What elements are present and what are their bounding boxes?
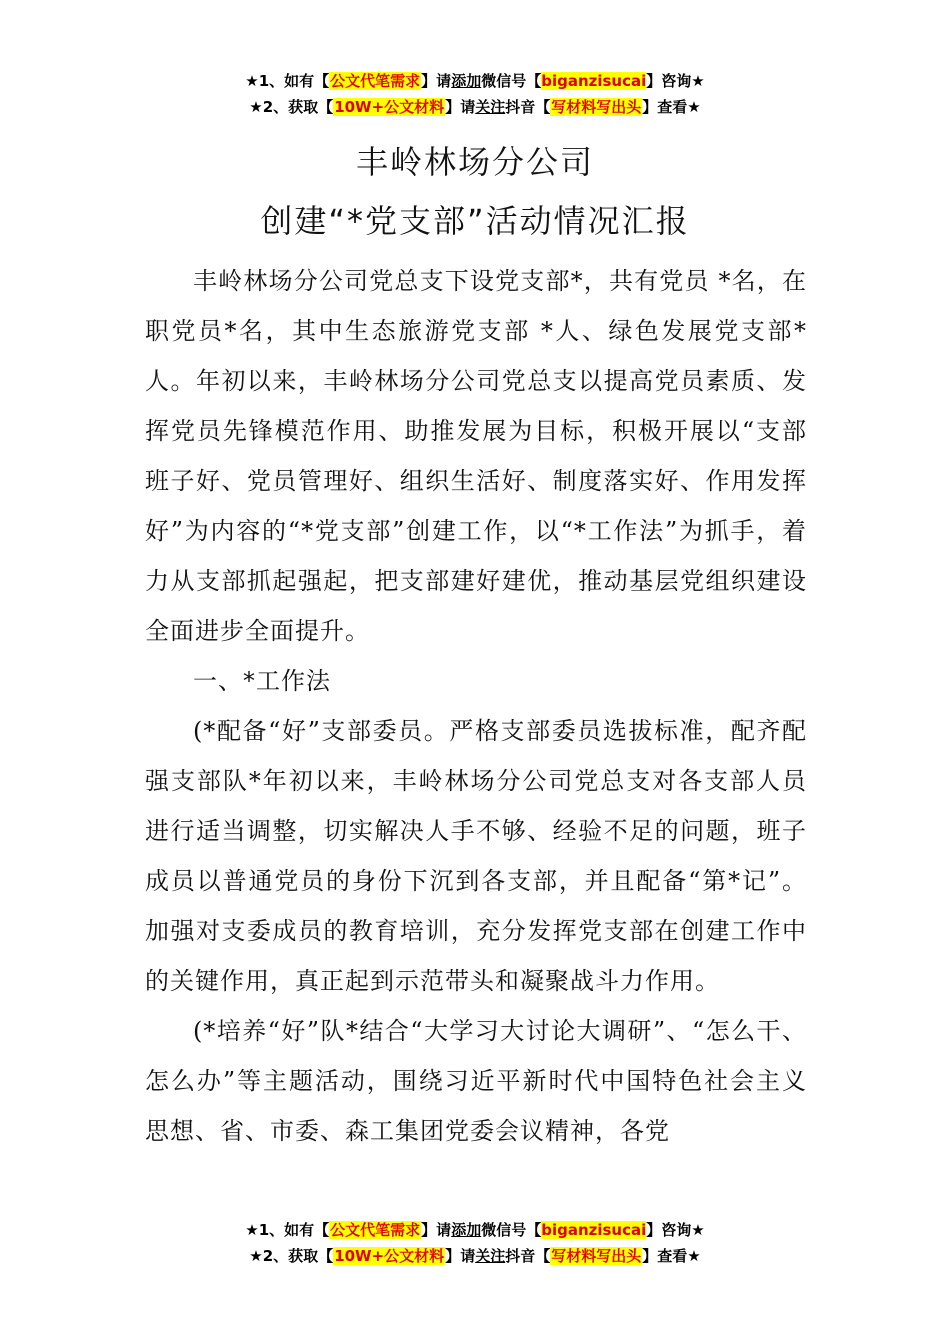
promo-text: ★2、获取【: [249, 1247, 334, 1265]
promo-highlight: 公文代笔需求: [330, 72, 421, 90]
promo-text: ★2、获取【: [249, 98, 334, 116]
promo-underlined: 添加: [451, 1221, 482, 1239]
douyin-account: 写材料写出头: [551, 98, 642, 116]
promo-text: 】查看★: [642, 1247, 701, 1265]
wechat-id: biganzisucai: [541, 72, 647, 90]
promo-text: 】咨询★: [646, 1221, 705, 1239]
bottom-promo-banner: [0, 1217, 950, 1269]
promo-underlined: 关注: [475, 98, 506, 116]
promo-highlight: 公文代笔需求: [330, 1221, 421, 1239]
document-title-line-2: 创建“*党支部”活动情况汇报: [260, 202, 690, 240]
promo-underlined: 关注: [475, 1247, 506, 1265]
promo-text: 抖音【: [505, 98, 551, 116]
promo-text: 】请: [421, 72, 452, 90]
promo-line-1: [0, 1217, 950, 1243]
promo-text: 】请: [445, 98, 476, 116]
promo-text: 微信号【: [481, 1221, 542, 1239]
body-paragraph: (*培养“好”队*结合“大学习大讨论大调研”、“怎么干、怎么办”等主题活动，围绕习近平新时代中国特色社会主义思想、省、市委、森工集团党委会议精神，各党: [145, 1017, 807, 1145]
section-heading: 一、*工作法: [193, 667, 331, 695]
promo-highlight: 10W+公文材料: [334, 1247, 445, 1265]
promo-text: 】查看★: [642, 98, 701, 116]
promo-text: 微信号【: [481, 72, 542, 90]
promo-text: 】咨询★: [646, 72, 705, 90]
top-promo-banner: [0, 68, 950, 120]
promo-text: ★1、如有【: [245, 72, 330, 90]
body-paragraph: (*配备“好”支部委员。严格支部委员选拔标准，配齐配强支部队*年初以来，丰岭林场分公司党总支对各支部人员进行适当调整，切实解决人手不够、经验不足的问题，班子成员以普通党员的身份下沉到各支部，并且配备“第*记”。加强对支委成员的教育培训，充分发挥党支部在创建工作中的关键作用，真正起到示范带头和凝聚战斗力作用。: [145, 717, 807, 995]
document-title-line-1: 丰岭林场分公司: [355, 143, 594, 181]
promo-text: 抖音【: [505, 1247, 551, 1265]
douyin-account: 写材料写出头: [551, 1247, 642, 1265]
wechat-id: biganzisucai: [541, 1221, 647, 1239]
promo-highlight: 10W+公文材料: [334, 98, 445, 116]
promo-line-1: [0, 68, 950, 94]
promo-underlined: 添加: [451, 72, 482, 90]
promo-text: 】请: [445, 1247, 476, 1265]
promo-line-2: [0, 1243, 950, 1269]
promo-line-2: [0, 94, 950, 120]
promo-text: ★1、如有【: [245, 1221, 330, 1239]
intro-paragraph: 丰岭林场分公司党总支下设党支部*，共有党员 *名，在职党员*名，其中生态旅游党支部 *人、绿色发展党支部* 人。年初以来，丰岭林场分公司党总支以提高党员素质、发挥党员先锋模范作用、助推发展为目标，积极开展以“支部班子好、党员管理好、组织生活好、制度落实好、作用发挥好”为内容的“*党支部”创建工作，以“*工作法”为抓手，着力从支部抓起强起，把支部建好建优，推动基层党组织建设全面进步全面提升。: [145, 267, 807, 645]
document-body: [145, 256, 807, 1156]
promo-text: 】请: [421, 1221, 452, 1239]
